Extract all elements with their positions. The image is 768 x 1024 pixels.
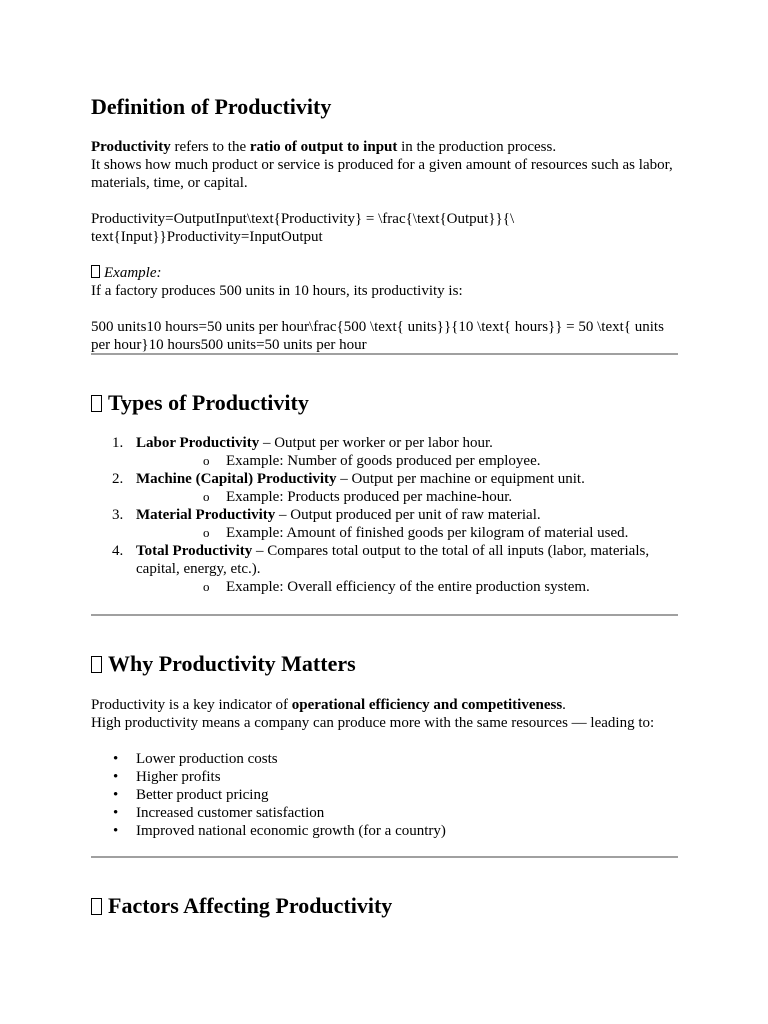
bullet-marker: •	[113, 787, 119, 803]
type-name: Machine (Capital) Productivity	[136, 471, 337, 487]
list-number: 1.	[112, 435, 124, 451]
missing-glyph-icon	[91, 656, 102, 673]
benefit-text: Lower production costs	[136, 751, 278, 767]
benefit-text: Higher profits	[136, 769, 221, 785]
term-productivity: Productivity	[91, 139, 171, 155]
types-list	[91, 434, 678, 596]
list-item	[91, 786, 678, 804]
type-desc: – Compares total output to the total of all inputs (labor, materials, capital, energy, etc.).	[136, 543, 650, 577]
definition-line-2: It shows how much product or service is produced for a given amount of resources such as labor, materials, time, or capital.	[91, 157, 673, 191]
type-desc: – Output per worker or per labor hour.	[259, 435, 493, 451]
heading-factors	[91, 893, 392, 919]
benefit-text: Improved national economic growth (for a country)	[136, 823, 446, 839]
list-item	[91, 470, 678, 506]
heading-factors-text: Factors Affecting Productivity	[108, 893, 393, 918]
bullet-marker: •	[113, 823, 119, 839]
benefits-list-block	[91, 750, 678, 840]
why-bold: operational efficiency and competitiveness	[291, 697, 563, 713]
list-number: 2.	[112, 471, 124, 487]
list-item	[91, 822, 678, 840]
sub-marker: o	[203, 525, 210, 540]
sub-list	[136, 452, 678, 470]
sub-marker: o	[203, 453, 210, 468]
sub-list	[136, 488, 678, 506]
heading-types	[91, 390, 309, 416]
bullet-marker: •	[113, 751, 119, 767]
example-formula: 500 units10 hours=50 units per hour\frac{500 \text{ units}}{10 \text{ hours}} = 50 \text{ units per hour}10 hours500 units=50 units per hour	[91, 319, 664, 353]
list-item	[91, 750, 678, 768]
sub-marker: o	[203, 579, 210, 594]
type-desc: – Output produced per unit of raw material.	[275, 507, 541, 523]
type-example: Example: Products produced per machine-hour.	[226, 489, 513, 505]
sub-item	[136, 578, 678, 596]
sub-list	[136, 524, 678, 542]
sub-item	[136, 524, 678, 542]
list-item	[91, 768, 678, 786]
heading-why-text: Why Productivity Matters	[108, 651, 356, 676]
heading-definition: Definition of Productivity	[91, 94, 332, 119]
why-text-1: Productivity is a key indicator of	[91, 697, 292, 713]
benefit-text: Better product pricing	[136, 787, 269, 803]
definition-text-1: refers to the	[170, 139, 250, 155]
horizontal-rule	[91, 614, 678, 616]
why-paragraph	[91, 696, 678, 732]
heading-why	[91, 651, 356, 677]
example-label: Example:	[104, 265, 162, 281]
type-desc: – Output per machine or equipment unit.	[336, 471, 585, 487]
list-number: 4.	[112, 543, 124, 559]
heading-types-text: Types of Productivity	[108, 390, 309, 415]
why-text-2: .	[562, 697, 566, 713]
sub-item	[136, 452, 678, 470]
list-item	[91, 506, 678, 542]
type-example: Example: Amount of finished goods per kilogram of material used.	[226, 525, 629, 541]
horizontal-rule	[91, 856, 678, 858]
sub-list	[136, 578, 678, 596]
type-name: Labor Productivity	[136, 435, 260, 451]
bullet-marker: •	[113, 769, 119, 785]
missing-glyph-icon	[91, 898, 102, 915]
types-list-block	[91, 434, 678, 596]
missing-glyph-icon	[91, 395, 102, 412]
definition-paragraph	[91, 138, 678, 192]
example-text: If a factory produces 500 units in 10 hours, its productivity is:	[91, 283, 463, 299]
list-item	[91, 542, 678, 596]
definition-text-2: in the production process.	[397, 139, 557, 155]
list-number: 3.	[112, 507, 124, 523]
list-item	[91, 804, 678, 822]
formula-text: Productivity=OutputInput\text{Productivity} = \frac{\text{Output}}{\ text{Input}}Productivity=InputOutput	[91, 211, 515, 245]
type-example: Example: Overall efficiency of the entire production system.	[226, 579, 590, 595]
why-line-2: High productivity means a company can produce more with the same resources — leading to:	[91, 715, 655, 731]
sub-marker: o	[203, 489, 210, 504]
bullet-marker: •	[113, 805, 119, 821]
horizontal-rule	[91, 353, 678, 355]
example-block	[91, 264, 678, 300]
list-item	[91, 434, 678, 470]
sub-item	[136, 488, 678, 506]
type-name: Total Productivity	[136, 543, 253, 559]
benefit-text: Increased customer satisfaction	[136, 805, 325, 821]
benefits-list	[91, 750, 678, 840]
missing-glyph-icon	[91, 265, 100, 278]
type-example: Example: Number of goods produced per employee.	[226, 453, 541, 469]
term-ratio: ratio of output to input	[249, 139, 398, 155]
type-name: Material Productivity	[136, 507, 276, 523]
